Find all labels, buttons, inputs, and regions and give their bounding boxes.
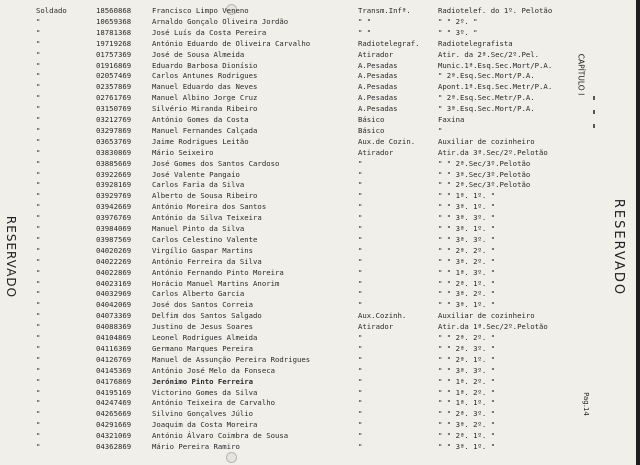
rank-cell: " xyxy=(36,300,41,310)
rank-cell: " xyxy=(36,311,41,321)
specialty-cell: " xyxy=(358,442,363,451)
table-row xyxy=(0,114,600,125)
rank-cell: " xyxy=(36,333,41,342)
table-row xyxy=(0,49,600,60)
function-cell: " 2ª.Esq.Sec.Metr/P.A. xyxy=(438,93,535,103)
rank-cell: " xyxy=(36,180,41,190)
rank-cell: " xyxy=(36,354,41,364)
rank-cell: " xyxy=(36,289,41,299)
table-row xyxy=(0,288,600,299)
specialty-cell: Transm.Infª. xyxy=(358,6,411,15)
function-cell: " xyxy=(438,125,443,135)
table-row xyxy=(0,343,600,354)
number-cell: 03984069 xyxy=(96,224,132,233)
rank-cell: " xyxy=(36,93,41,103)
number-cell: 04116369 xyxy=(96,343,132,353)
name-cell: António Moreira dos Santos xyxy=(152,202,267,212)
number-cell: 03212769 xyxy=(96,115,132,124)
number-cell: 04321069 xyxy=(96,431,132,441)
number-cell: 04023169 xyxy=(96,278,132,288)
function-cell: Munic.1ª.Esq.Sec.Mort/P.A. xyxy=(438,60,553,70)
function-cell: " " 3ª. 2º. " xyxy=(438,420,496,430)
table-row xyxy=(0,376,600,387)
punch-hole xyxy=(226,452,237,463)
table-row xyxy=(0,256,600,267)
specialty-cell: Atirador xyxy=(358,322,394,332)
rank-cell: " xyxy=(36,398,41,408)
function-cell: Radiotelegrafista xyxy=(438,38,513,48)
name-cell: Victorino Gomes da Silva xyxy=(152,387,258,397)
specialty-cell: " " xyxy=(358,27,372,37)
name-cell: José Luís da Costa Pereira xyxy=(152,27,267,37)
specialty-cell: " xyxy=(358,300,363,310)
specialty-cell: " xyxy=(358,169,363,179)
table-row xyxy=(0,234,600,245)
name-cell: António da Silva Teixeira xyxy=(152,213,262,223)
function-cell: " " 1ª. 3º. " xyxy=(438,267,496,277)
table-row xyxy=(0,147,600,158)
table-row xyxy=(0,92,600,103)
rank-cell: " xyxy=(36,169,41,179)
table-row xyxy=(0,38,600,49)
specialty-cell: Atirador xyxy=(358,147,394,157)
name-cell: Carlos Faria da Silva xyxy=(152,180,245,190)
rank-cell: " xyxy=(36,234,41,244)
specialty-cell: " xyxy=(358,365,363,375)
table-row xyxy=(0,387,600,398)
specialty-cell: " xyxy=(358,387,363,397)
table-row xyxy=(0,103,600,114)
number-cell: 04247469 xyxy=(96,398,132,408)
rank-cell: " xyxy=(36,376,41,386)
rank-cell: " xyxy=(36,82,41,92)
table-row xyxy=(0,190,600,201)
number-cell: 03885669 xyxy=(96,158,132,168)
name-cell: Jerónimo Pinto Ferreira xyxy=(152,376,254,386)
number-cell: 03929769 xyxy=(96,191,132,201)
margin-tick xyxy=(593,124,595,128)
number-cell: 04265669 xyxy=(96,409,132,419)
function-cell: " " 2ª. 3º. " xyxy=(438,343,496,353)
name-cell: Mário Pereira Ramiro xyxy=(152,442,240,451)
number-cell: 03976769 xyxy=(96,213,132,223)
number-cell: 19719268 xyxy=(96,38,132,48)
rank-cell: " xyxy=(36,278,41,288)
name-cell: Mário Seixeiro xyxy=(152,147,214,157)
function-cell: " " 2ª. 2º. " xyxy=(438,245,496,255)
function-cell: " " 2ª. 2º. " xyxy=(438,333,496,342)
specialty-cell: Atirador xyxy=(358,49,394,59)
name-cell: António Ferreira da Silva xyxy=(152,256,262,266)
number-cell: 03987569 xyxy=(96,234,132,244)
rank-cell: " xyxy=(36,409,41,419)
number-cell: 04042069 xyxy=(96,300,132,310)
specialty-cell: " xyxy=(358,202,363,212)
table-row xyxy=(0,321,600,332)
table-row xyxy=(0,430,600,441)
function-cell: " " 3ª. 1º. " xyxy=(438,224,496,233)
number-cell: 03653769 xyxy=(96,136,132,146)
function-cell: Atir.da 1ª.Sec/2º.Pelotão xyxy=(438,322,548,332)
function-cell: Auxiliar de cozinheiro xyxy=(438,311,535,321)
name-cell: Manuel de Assunção Pereira Rodrigues xyxy=(152,354,311,364)
table-row xyxy=(0,310,600,321)
function-cell: " " 2ª.Sec/3º.Pelotão xyxy=(438,158,531,168)
name-cell: Manuel Albino Jorge Cruz xyxy=(152,93,258,103)
rank-cell: " xyxy=(36,38,41,48)
table-row xyxy=(0,332,600,343)
name-cell: António Eduardo de Oliveira Carvalho xyxy=(152,38,311,48)
function-cell: " 3ª.Esq.Sec.Mort/P.A. xyxy=(438,104,535,114)
table-row xyxy=(0,223,600,234)
function-cell: " " 2º. " xyxy=(438,16,478,26)
specialty-cell: " xyxy=(358,278,363,288)
specialty-cell: " xyxy=(358,158,363,168)
function-cell: " " 3º. " xyxy=(438,27,478,37)
specialty-cell: " xyxy=(358,224,363,233)
specialty-cell: " xyxy=(358,343,363,353)
specialty-cell: " xyxy=(358,234,363,244)
name-cell: António Álvaro Coimbra de Sousa xyxy=(152,431,289,441)
margin-tick xyxy=(593,96,595,100)
function-cell: " " 3ª. 1º. " xyxy=(438,202,496,212)
name-cell: António Gomes da Costa xyxy=(152,115,249,124)
watermark-left: RESERVADO xyxy=(4,215,19,299)
rank-cell: " xyxy=(36,27,41,37)
number-cell: 02057469 xyxy=(96,71,132,81)
name-cell: Germano Marques Pereira xyxy=(152,343,254,353)
name-cell: Jaime Rodrigues Leitão xyxy=(152,136,249,146)
function-cell: " " 1ª. 2º. " xyxy=(438,387,496,397)
number-cell: 03928169 xyxy=(96,180,132,190)
rank-cell: " xyxy=(36,158,41,168)
function-cell: " " 2ª. 1º. " xyxy=(438,431,496,441)
table-row xyxy=(0,70,600,81)
rank-cell: " xyxy=(36,71,41,81)
name-cell: António José Melo da Fonseca xyxy=(152,365,276,375)
specialty-cell: " xyxy=(358,180,363,190)
specialty-cell: A.Pesadas xyxy=(358,71,398,81)
function-cell: " " 1ª. 1º. " xyxy=(438,191,496,201)
function-cell: Atir. da 2ª.Sec/2º.Pel. xyxy=(438,49,540,59)
name-cell: Manuel Fernandes Calçada xyxy=(152,125,258,135)
table-row xyxy=(0,408,600,419)
specialty-cell: " xyxy=(358,256,363,266)
table-row xyxy=(0,212,600,223)
page-label: Pag.14 xyxy=(581,392,590,416)
name-cell: Francisco Limpo Veneno xyxy=(152,6,249,15)
number-cell: 03830869 xyxy=(96,147,132,157)
name-cell: José Gomes dos Santos Cardoso xyxy=(152,158,280,168)
table-row xyxy=(0,136,600,147)
function-cell: " " 2ª. 1º. " xyxy=(438,278,496,288)
rank-cell: " xyxy=(36,191,41,201)
name-cell: Manuel Pinto da Silva xyxy=(152,224,245,233)
table-row xyxy=(0,365,600,376)
name-cell: Carlos Alberto Garcia xyxy=(152,289,245,299)
function-cell: " " 2ª. 3º. " xyxy=(438,409,496,419)
name-cell: Alberto de Sousa Ribeiro xyxy=(152,191,258,201)
number-cell: 03942669 xyxy=(96,202,132,212)
number-cell: 04022869 xyxy=(96,267,132,277)
function-cell: " " 3ª. 2º. " xyxy=(438,256,496,266)
table-row xyxy=(0,179,600,190)
rank-cell: " xyxy=(36,322,41,332)
rank-cell: " xyxy=(36,104,41,114)
rank-cell: " xyxy=(36,267,41,277)
function-cell: " " 1ª. 2º. " xyxy=(438,376,496,386)
name-cell: António Teixeira de Carvalho xyxy=(152,398,276,408)
rank-cell: " xyxy=(36,202,41,212)
number-cell: 01916869 xyxy=(96,60,132,70)
number-cell: 03150769 xyxy=(96,104,132,114)
specialty-cell: " xyxy=(358,376,363,386)
specialty-cell: Radiotelegraf. xyxy=(358,38,420,48)
table-row xyxy=(0,169,600,180)
rank-cell: " xyxy=(36,442,41,451)
specialty-cell: " xyxy=(358,267,363,277)
number-cell: 04104869 xyxy=(96,333,132,342)
name-cell: António Fernando Pinto Moreira xyxy=(152,267,284,277)
table-row xyxy=(0,278,600,289)
function-cell: " " 3ª.Sec/3º.Pelotão xyxy=(438,169,531,179)
number-cell: 04032969 xyxy=(96,289,132,299)
name-cell: José de Sousa Almeida xyxy=(152,49,245,59)
rank-cell: " xyxy=(36,224,41,233)
table-row xyxy=(0,245,600,256)
rank-cell: " xyxy=(36,136,41,146)
specialty-cell: Aux.de Cozin. xyxy=(358,136,416,146)
number-cell: 04362869 xyxy=(96,442,132,451)
rank-cell: " xyxy=(36,420,41,430)
number-cell: 04126769 xyxy=(96,354,132,364)
table-row xyxy=(0,125,600,136)
number-cell: 04291669 xyxy=(96,420,132,430)
number-cell: 04145369 xyxy=(96,365,132,375)
number-cell: 03297869 xyxy=(96,125,132,135)
name-cell: Horácio Manuel Martins Anorim xyxy=(152,278,280,288)
function-cell: " " 3ª. 2º. " xyxy=(438,289,496,299)
rank-cell: " xyxy=(36,147,41,157)
name-cell: Justino de Jesus Soares xyxy=(152,322,254,332)
specialty-cell: Básico xyxy=(358,125,385,135)
specialty-cell: " xyxy=(358,409,363,419)
rank-cell: " xyxy=(36,343,41,353)
table-row xyxy=(0,5,600,16)
table-row xyxy=(0,27,600,38)
function-cell: " " 3ª. 3º. " xyxy=(438,365,496,375)
margin-tick xyxy=(593,110,595,114)
table-row xyxy=(0,267,600,278)
specialty-cell: " xyxy=(358,245,363,255)
name-cell: Arnaldo Gonçalo Oliveira Jordão xyxy=(152,16,289,26)
number-cell: 03922669 xyxy=(96,169,132,179)
name-cell: Joaquim da Costa Moreira xyxy=(152,420,258,430)
specialty-cell: " xyxy=(358,289,363,299)
rank-cell: " xyxy=(36,245,41,255)
rank-cell: " xyxy=(36,387,41,397)
rank-cell: " xyxy=(36,256,41,266)
rank-cell: " xyxy=(36,213,41,223)
name-cell: Leonel Rodrigues Almeida xyxy=(152,333,258,342)
specialty-cell: " xyxy=(358,213,363,223)
function-cell: Faxina xyxy=(438,115,465,124)
number-cell: 18560868 xyxy=(96,6,132,15)
rank-cell: " xyxy=(36,115,41,124)
function-cell: " " 3ª. 1º. " xyxy=(438,300,496,310)
specialty-cell: " xyxy=(358,354,363,364)
number-cell: 10659368 xyxy=(96,16,132,26)
name-cell: Silvino Gonçalves Júlio xyxy=(152,409,254,419)
number-cell: 04195169 xyxy=(96,387,132,397)
table-row xyxy=(0,158,600,169)
name-cell: Carlos Antunes Rodrigues xyxy=(152,71,258,81)
specialty-cell: Básico xyxy=(358,115,385,124)
function-cell: " 2ª.Esq.Sec.Mort/P.A. xyxy=(438,71,535,81)
function-cell: Auxiliar de cozinheiro xyxy=(438,136,535,146)
table-row xyxy=(0,397,600,408)
specialty-cell: " xyxy=(358,398,363,408)
number-cell: 04073369 xyxy=(96,311,132,321)
function-cell: " " 1ª. 1º. " xyxy=(438,398,496,408)
rank-cell: " xyxy=(36,125,41,135)
number-cell: 02357869 xyxy=(96,82,132,92)
function-cell: Atir.da 3ª.Sec/2º.Pelotão xyxy=(438,147,548,157)
rank-cell: Soldado xyxy=(36,6,67,15)
number-cell: 04020269 xyxy=(96,245,132,255)
number-cell: 04088369 xyxy=(96,322,132,332)
name-cell: Delfim dos Santos Salgado xyxy=(152,311,262,321)
specialty-cell: A.Pesadas xyxy=(358,82,398,92)
specialty-cell: " xyxy=(358,191,363,201)
number-cell: 04176869 xyxy=(96,376,132,386)
page-edge xyxy=(636,0,640,465)
name-cell: José Valente Pangaio xyxy=(152,169,240,179)
specialty-cell: A.Pesadas xyxy=(358,104,398,114)
rank-cell: " xyxy=(36,365,41,375)
function-cell: " " 3ª. 3º. " xyxy=(438,234,496,244)
number-cell: 04022269 xyxy=(96,256,132,266)
table-row xyxy=(0,201,600,212)
rank-cell: " xyxy=(36,60,41,70)
function-cell: " " 2ª.Sec/3º.Pelotão xyxy=(438,180,531,190)
specialty-cell: " xyxy=(358,333,363,342)
function-cell: " " 3ª. 3º. " xyxy=(438,213,496,223)
function-cell: Apont.1ª.Esq.Sec.Metr/P.A. xyxy=(438,82,553,92)
number-cell: 18781368 xyxy=(96,27,132,37)
table-row xyxy=(0,419,600,430)
specialty-cell: " xyxy=(358,431,363,441)
table-row xyxy=(0,299,600,310)
specialty-cell: " xyxy=(358,420,363,430)
specialty-cell: A.Pesadas xyxy=(358,60,398,70)
table-row xyxy=(0,441,600,452)
table-row xyxy=(0,16,600,27)
name-cell: José dos Santos Correia xyxy=(152,300,254,310)
name-cell: Virgílio Gaspar Martins xyxy=(152,245,254,255)
name-cell: Manuel Eduardo das Neves xyxy=(152,82,258,92)
watermark-right: RESERVADO xyxy=(611,198,627,297)
table-row xyxy=(0,81,600,92)
name-cell: Eduardo Barbosa Dionísio xyxy=(152,60,258,70)
specialty-cell: A.Pesadas xyxy=(358,93,398,103)
function-cell: " " 2ª. 1º. " xyxy=(438,354,496,364)
rank-cell: " xyxy=(36,431,41,441)
side-caption: CAPÍTULO I xyxy=(576,53,586,96)
name-cell: Silvério Miranda Ribeiro xyxy=(152,104,258,114)
specialty-cell: Aux.Cozinh. xyxy=(358,311,407,321)
table-row xyxy=(0,60,600,71)
number-cell: 02761769 xyxy=(96,93,132,103)
table-row xyxy=(0,354,600,365)
number-cell: 01757369 xyxy=(96,49,132,59)
specialty-cell: " " xyxy=(358,16,372,26)
function-cell: " " 3ª. 1º. " xyxy=(438,442,496,451)
rank-cell: " xyxy=(36,49,41,59)
rank-cell: " xyxy=(36,16,41,26)
function-cell: Radiotelef. do 1º. Pelotão xyxy=(438,6,553,15)
name-cell: Carlos Celestino Valente xyxy=(152,234,258,244)
